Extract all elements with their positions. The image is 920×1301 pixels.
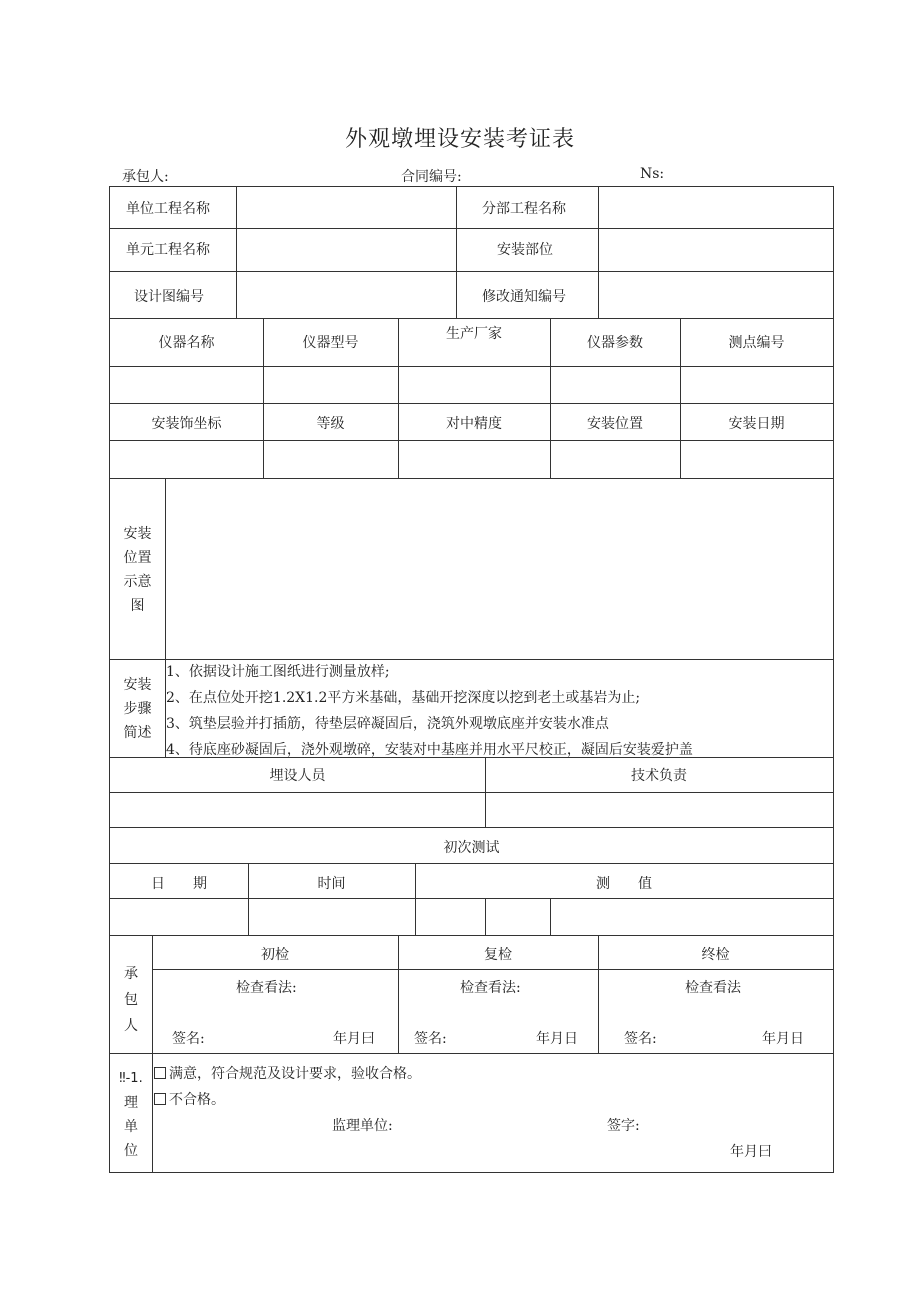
- install-step-1: 1、依据设计施工图纸进行测量放样;: [166, 664, 390, 680]
- accept-option[interactable]: 满意，符合规范及设计要求，验收合格。: [154, 1063, 421, 1083]
- initial-check-sign-label: 签名:: [172, 1031, 205, 1047]
- unit-project-name-label: 单位工程名称: [126, 201, 210, 217]
- install-position-header: 安装位置: [587, 416, 643, 432]
- test-time-header: 时间: [317, 876, 346, 892]
- install-coordinate-header: 安装饰坐标: [151, 416, 222, 432]
- grade-header: 等级: [316, 416, 345, 432]
- final-check-date-label: 年月日: [762, 1031, 804, 1047]
- supervisor-sign-label: 签字:: [607, 1118, 640, 1134]
- install-step-2: 2、在点位处开挖1.2X1.2平方米基础，基础开挖深度以挖到老土或基岩为止;: [166, 690, 641, 706]
- form-table: [109, 186, 834, 1173]
- contract-number-label: 合同编号:: [401, 169, 462, 185]
- design-drawing-number-label: 设计图编号: [134, 289, 204, 305]
- reject-checkbox[interactable]: [154, 1093, 166, 1105]
- division-project-name-label: 分部工程名称: [482, 201, 566, 217]
- install-date-header: 安装日期: [728, 416, 785, 432]
- measured-value-header: 测 值: [596, 876, 652, 892]
- accept-checkbox[interactable]: [154, 1067, 166, 1079]
- initial-check-opinion-label: 检查看法:: [236, 980, 297, 996]
- document-title: 外观墩埋设安装考证表: [344, 127, 575, 152]
- test-date-header: 日 期: [151, 876, 207, 892]
- measuring-point-number-header: 测点编号: [728, 335, 785, 351]
- final-check-sign-label: 签名:: [624, 1031, 657, 1047]
- install-step-3: 3、筑垫层验并打插筋，待垫层碎凝固后，浇筑外观墩底座并安装水准点: [166, 716, 609, 732]
- initial-test-title: 初次测试: [443, 840, 500, 856]
- ns-label: Ns:: [640, 166, 665, 182]
- contractor-label: 承包人:: [122, 169, 169, 185]
- instrument-model-header: 仪器型号: [302, 335, 359, 351]
- installer-label: 埋设人员: [269, 768, 326, 784]
- recheck-opinion-label: 检查看法:: [460, 980, 521, 996]
- initial-check-header: 初检: [261, 947, 289, 963]
- element-project-name-label: 单元工程名称: [126, 242, 210, 258]
- install-steps-label: 安装 步骤 简述: [123, 677, 152, 741]
- contractor-side-label: 承 包 人: [124, 966, 138, 1034]
- manufacturer-header: 生产厂家: [446, 326, 502, 342]
- install-part-label: 安装部位: [497, 242, 553, 258]
- recheck-header: 复检: [484, 947, 512, 963]
- instrument-parameter-header: 仪器参数: [587, 335, 643, 351]
- initial-check-date-label: 年月曰: [333, 1031, 375, 1047]
- technical-lead-label: 技术负责: [631, 768, 687, 784]
- supervisor-side-label: ‼-1. 理 单 位: [119, 1071, 143, 1159]
- final-check-header: 终检: [701, 947, 730, 963]
- recheck-sign-label: 签名:: [414, 1031, 447, 1047]
- final-check-opinion-label: 检查看法: [685, 980, 741, 996]
- change-notice-number-label: 修改通知编号: [482, 289, 566, 305]
- centering-precision-header: 对中精度: [446, 416, 502, 432]
- instrument-name-header: 仪器名称: [158, 335, 215, 351]
- supervisor-unit-label: 监理单位:: [332, 1118, 393, 1134]
- recheck-date-label: 年月日: [536, 1031, 578, 1047]
- reject-option[interactable]: 不合格。: [154, 1089, 225, 1109]
- supervisor-date-label: 年月曰: [730, 1144, 772, 1160]
- install-diagram-label: 安装 位置 示意 图: [123, 526, 152, 614]
- install-step-4: 4、待底座砂凝固后，浇外观墩碎，安装对中基座并用水平尺校正，凝固后安装爱护盖: [166, 742, 693, 758]
